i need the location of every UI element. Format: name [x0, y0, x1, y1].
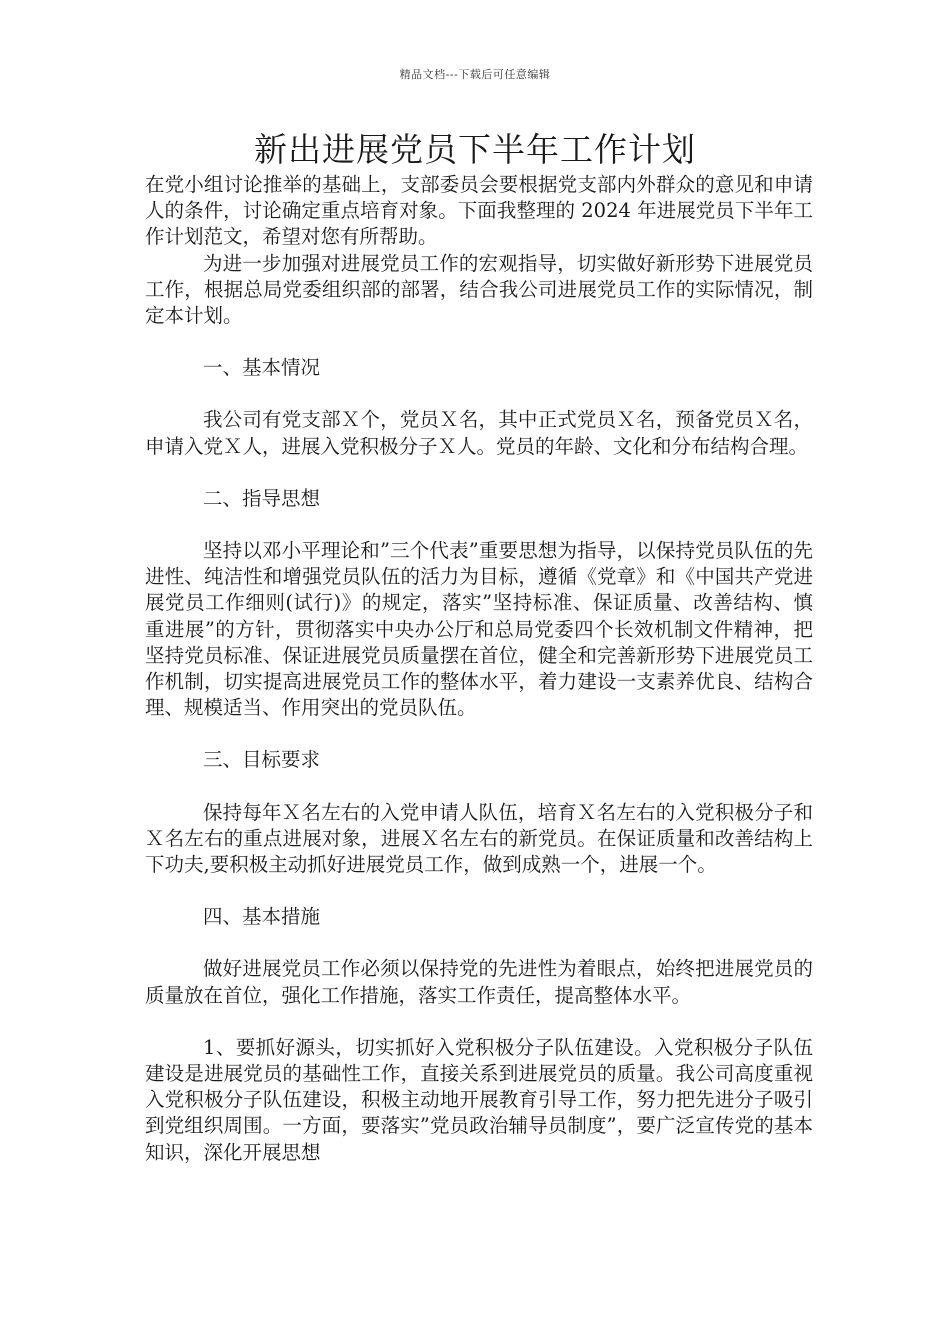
section-heading-goals: 三、目标要求	[203, 748, 321, 772]
section-heading-basic-situation: 一、基本情况	[203, 356, 321, 380]
guiding-ideology-paragraph: 坚持以邓小平理论和”三个代表”重要思想为指导，以保持党员队伍的先进性、纯洁性和增强党员队伍的活力为目标，遵循《党章》和《中国共产党进展党员工作细则(试行)》的规定，落实”坚持标准、保证质量、改善结构、慎重进展”的方针，贯彻落实中央办公厅和总局党委四个长效机制文件精神，把坚持党员标准、保证进展党员质量摆在首位，健全和完善新形势下进展党员工作机制，切实提高进展党员工作的整体水平，着力建设一支素养优良、结构合理、规模适当、作用突出的党员队伍。	[145, 539, 813, 720]
purpose-paragraph: 为进一步加强对进展党员工作的宏观指导，切实做好新形势下进展党员工作，根据总局党委组织部的部署，结合我公司进展党员工作的实际情况，制定本计划。	[145, 251, 813, 328]
basic-situation-paragraph: 我公司有党支部Ｘ个，党员Ｘ名，其中正式党员Ｘ名，预备党员Ｘ名，申请入党Ｘ人，进展入党积极分子Ｘ人。党员的年龄、文化和分布结构合理。	[145, 408, 813, 458]
section-heading-measures: 四、基本措施	[203, 905, 321, 929]
measures-paragraph: 做好进展党员工作必须以保持党的先进性为着眼点，始终把进展党员的质量放在首位，强化工作措施，落实工作责任，提高整体水平。	[145, 957, 813, 1007]
page-header-note: 精品文档---下载后可任意编辑	[399, 68, 551, 81]
document-title: 新出进展党员下半年工作计划	[254, 130, 696, 169]
section-heading-guiding-ideology: 二、指导思想	[203, 486, 321, 510]
intro-paragraph: 在党小组讨论推举的基础上，支部委员会要根据党支部内外群众的意见和申请人的条件，讨论确定重点培育对象。下面我整理的 2024 年进展党员下半年工作计划范文，希望对您有所帮助。	[145, 173, 813, 249]
document-body	[145, 172, 813, 1166]
goals-paragraph: 保持每年Ｘ名左右的入党申请人队伍，培育Ｘ名左右的入党积极分子和Ｘ名左右的重点进展对象，进展Ｘ名左右的新党员。在保证质量和改善结构上下功夫,要积极主动抓好进展党员工作，做到成熟一个，进展一个。	[145, 800, 813, 877]
measure-item-1-paragraph: 1、要抓好源头，切实抓好入党积极分子队伍建设。入党积极分子队伍建设是进展党员的基础性工作，直接关系到进展党员的质量。我公司高度重视入党积极分子队伍建设，积极主动地开展教育引导工作，努力把先进分子吸引到党组织周围。一方面，要落实”党员政治辅导员制度”，要广泛宣传党的基本知识，深化开展思想	[145, 1035, 813, 1164]
